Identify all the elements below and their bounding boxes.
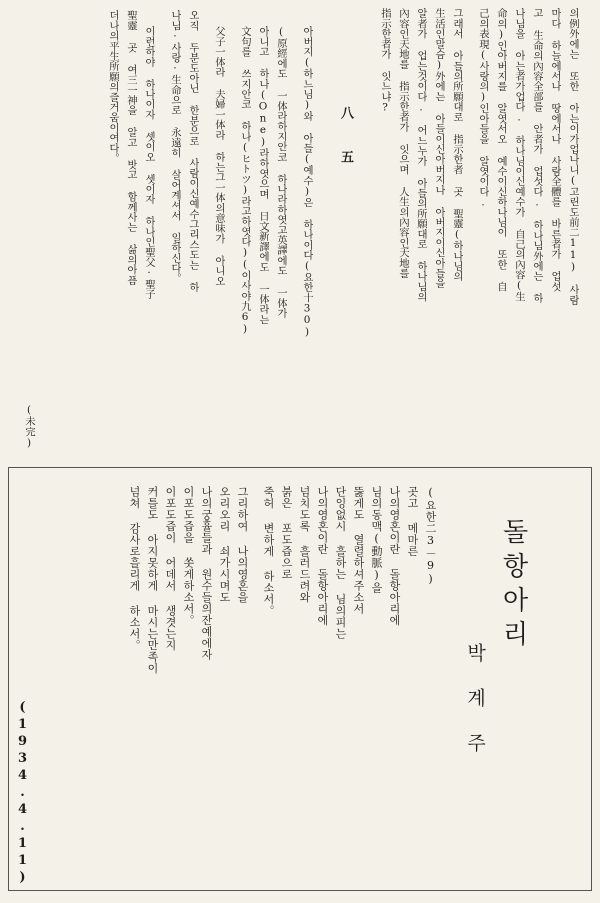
article-column: 文句를 쓰지안코 하나(ヒトツ)라고하엿다)(이사야九6) <box>239 26 251 335</box>
article-column: 나님·사랑·生命으로 永遠히 살어계셔서 일하신다。 <box>169 10 181 284</box>
poem-line: 커틀도 아지못하게 마시는만족이 <box>146 486 159 674</box>
article-body <box>18 8 582 463</box>
article-column: 나님을 아는者가업다. 하나님이신예수가 自己의內容(生 <box>513 8 525 302</box>
article-column: 알者가 업는것이다. 어느누가 아들의所願대로 하나님의 <box>415 8 427 302</box>
poem-line: 뚫게도 열렬하셔주소서 <box>352 486 365 615</box>
article-column: 이런하야 하나이자 셋이오 셋이자 하나인聖父·聖子 <box>143 26 155 300</box>
poem-line: 넘쳐 감사로흘리게 하소서。 <box>128 486 141 651</box>
poem-line: 그리하여 나의영혼을 <box>236 486 249 603</box>
poem-line: 곳고 메마른 <box>406 486 419 557</box>
article-column: 아버지(하느님)와 아들(예수)은 하나이다(요한十30) <box>301 26 313 338</box>
article-column: 고 生命의內容全部를 안者가 업섯다. 하나님外에는 하 <box>531 8 543 304</box>
poem-line: 넘치도록 흘러드려와 <box>298 486 311 603</box>
poem-author: 박계주 <box>464 643 486 778</box>
poem-line: 나의영혼이란 돌항아리에 <box>316 486 329 626</box>
article-column: 그래서 아들의所願대로 指示한者 곳 聖靈(하나님의 <box>451 8 463 282</box>
poem-title: 돌항아리 <box>498 518 528 654</box>
poem-line: 붉은 포도즙으로 <box>280 486 293 580</box>
article-column: 오직 두분도아닌 한분으로 사람이신예수그리스도는 하 <box>187 10 199 292</box>
poem-line: 나의영혼이란 돌항아리에 <box>388 486 401 626</box>
poem-box <box>8 467 592 891</box>
article-column: 아니고 하나(One)라하엿으며 日文新譯에도 一体라는 <box>257 26 269 325</box>
poem-line: 이포도즙이 어데서 생겻는지 <box>164 486 177 651</box>
article-column: 의例外에는 또한 아는이가업나니(고린도前二11) 사람 <box>567 8 579 305</box>
article-column: 己의表現(사랑의)인아들을 알엿이다. <box>477 8 489 209</box>
poem-line: 단잉없시 흘하는 님의피는 <box>334 486 347 640</box>
section-number: 八 五 <box>338 106 353 171</box>
poem-line: 이포도즙을 쏫게하소서。 <box>182 486 195 626</box>
article-column: 生活인말슴)外에는 아들이신아버지나 아버지이신아들을 <box>433 8 445 289</box>
article-column: 父子一体라 夫婦一体라 하는그一体의意味가 아니오 <box>213 26 225 286</box>
poem-line: 나의궁휼들과 원수들의잔예에자 <box>200 486 213 661</box>
poem-line: 님의동맥(動脈)을 <box>370 486 383 594</box>
article-column: 더나의平生所願의즐거움이여다。 <box>107 10 119 163</box>
article-column: 內容인天地를 指示한者가 잇으며 人生의內容인天地를 <box>397 8 409 278</box>
article-column: (原經에도 一体라하지안코 하나라하엿고英譯에도 一体가 <box>275 26 287 318</box>
poem-line: 죽허 변하게 하소서。 <box>262 486 275 617</box>
poem-reference: (요한二3－9) <box>424 486 437 586</box>
to-be-continued-note: (未完) <box>23 404 35 449</box>
poem-line: 오리오리 쇠가시며도 <box>218 486 231 603</box>
article-column: 命의)인아버지를 알엿서오 예수이신하나님이 또한 自 <box>495 8 507 292</box>
article-column: 마다 하늘에서나 땅에서나 사람全體를 바른者가 업섯 <box>549 8 561 292</box>
article-column: 指示한者가 잇느냐? <box>379 8 391 114</box>
poem-date: (1934.4.11) <box>15 700 30 887</box>
article-column: 聖靈 곳 여三一神을 알고 밧고 함께사는 삶의아픔 <box>125 10 137 285</box>
